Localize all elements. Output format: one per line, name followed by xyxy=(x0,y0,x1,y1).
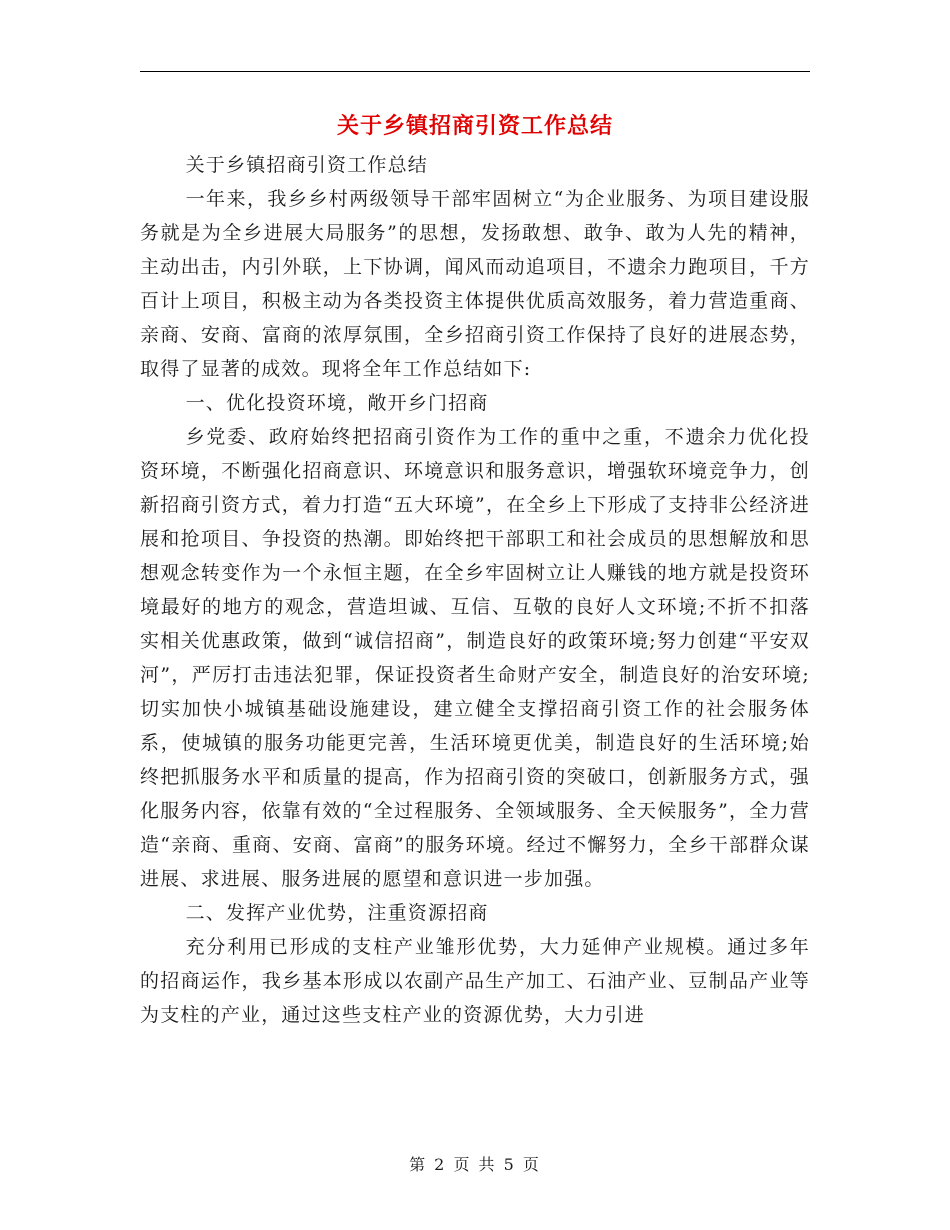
section-heading-2: 二、发挥产业优势，注重资源招商 xyxy=(185,902,489,924)
header-rule xyxy=(140,71,810,72)
page-number: 第 2 页 共 5 页 xyxy=(409,1155,541,1174)
paragraph-subtitle: 关于乡镇招商引资工作总结 xyxy=(185,154,428,176)
paragraph-intro: 一年来，我乡乡村两级领导干部牢固树立“为企业服务、为项目建设服务就是为全乡进展大局服务”的思想，发扬敢想、敢争、敢为人先的精神，主动出击，内引外联，上下协调，闻风而动追项目，不遗余力跑项目，千方百计上项目，积极主动为各类投资主体提供优质高效服务，着力营造重商、亲商、安商、富商的浓厚氛围，全乡招商引资工作保持了良好的进展态势，取得了显著的成效。现将全年工作总结如下: xyxy=(140,188,810,380)
document-title: 关于乡镇招商引资工作总结 xyxy=(336,113,613,139)
paragraph-section-2: 充分利用已形成的支柱产业雏形优势，大力延伸产业规模。通过多年的招商运作，我乡基本形成以农副产品生产加工、石油产业、豆制品产业等为支柱的产业，通过这些支柱产业的资源优势，大力引进 xyxy=(140,936,810,1026)
section-heading-1: 一、优化投资环境，敞开乡门招商 xyxy=(185,392,489,414)
document-body xyxy=(140,148,810,1032)
paragraph-section-1: 乡党委、政府始终把招商引资作为工作的重中之重，不遗余力优化投资环境，不断强化招商意识、环境意识和服务意识，增强软环境竞争力，创新招商引资方式，着力打造“五大环境”，在全乡上下形成了支持非公经济进展和抢项目、争投资的热潮。即始终把干部职工和社会成员的思想解放和思想观念转变作为一个永恒主题，在全乡牢固树立让人赚钱的地方就是投资环境最好的地方的观念，营造坦诚、互信、互敬的良好人文环境;不折不扣落实相关优惠政策，做到“诚信招商”，制造良好的政策环境;努力创建“平安双河”，严厉打击违法犯罪，保证投资者生命财产安全，制造良好的治安环境;切实加快小城镇基础设施建设，建立健全支撑招商引资工作的社会服务体系，使城镇的服务功能更完善，生活环境更优美，制造良好的生活环境;始终把抓服务水平和质量的提高，作为招商引资的突破口，创新服务方式，强化服务内容，依靠有效的“全过程服务、全领域服务、全天候服务”，全力营造“亲商、重商、安商、富商”的服务环境。经过不懈努力，全乡干部群众谋进展、求进展、服务进展的愿望和意识进一步加强。 xyxy=(140,426,810,890)
